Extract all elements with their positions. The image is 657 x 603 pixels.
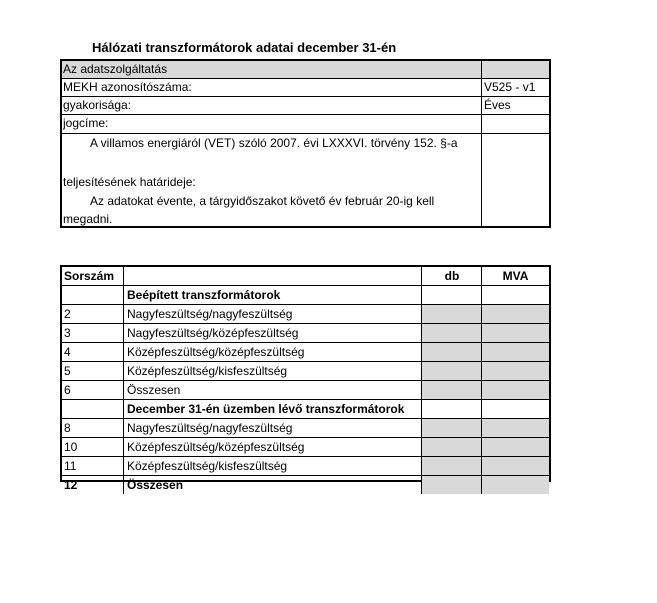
row-number (62, 286, 123, 304)
transformer-table (60, 265, 551, 492)
info-right-divider (481, 61, 482, 226)
header-db: db (421, 267, 482, 285)
row-number: 3 (64, 326, 71, 340)
mva-cell[interactable] (481, 457, 549, 475)
mekh-value: V525 - v1 (484, 80, 536, 94)
info-header-row (62, 61, 549, 78)
db-cell[interactable] (421, 305, 482, 323)
table-row (62, 305, 549, 324)
row-label: Középfeszültség/kisfeszültség (123, 362, 421, 380)
table-header-row (62, 267, 549, 286)
row-number: 5 (64, 364, 71, 378)
db-cell[interactable] (421, 438, 482, 456)
deadline-text-2: megadni. (63, 212, 113, 226)
mekh-label: MEKH azonosítószáma: (63, 80, 192, 94)
section-row (62, 400, 549, 419)
db-cell (421, 400, 482, 418)
header-sorszam: Sorszám (64, 269, 115, 283)
row-label: Nagyfeszültség/nagyfeszültség (123, 419, 421, 437)
row-label: Összesen (123, 476, 421, 494)
info-header: Az adatszolgáltatás (63, 62, 168, 76)
row-label: Középfeszültség/középfeszültség (123, 343, 421, 361)
mva-cell[interactable] (481, 343, 549, 361)
row-number: 11 (64, 459, 77, 473)
row-number: 2 (64, 307, 71, 321)
row-label: Középfeszültség/középfeszültség (123, 438, 421, 456)
frequency-label: gyakorisága: (63, 98, 132, 112)
row-label: Nagyfeszültség/középfeszültség (123, 324, 421, 342)
db-cell[interactable] (421, 362, 482, 380)
mva-cell (481, 286, 549, 304)
table-row (62, 419, 549, 438)
mva-cell (481, 400, 549, 418)
mva-cell[interactable] (481, 381, 549, 399)
table-row (62, 362, 549, 381)
mva-cell[interactable] (481, 324, 549, 342)
info-header-right (481, 61, 549, 78)
row-number: 10 (64, 440, 78, 454)
table-row (62, 343, 549, 362)
row-number (62, 400, 123, 418)
table-row (62, 476, 549, 494)
deadline-text-1: Az adatokat évente, a tárgyidőszakot követő év február 20-ig kell (90, 194, 435, 208)
db-cell (421, 286, 482, 304)
legal-text: A villamos energiáról (VET) szóló 2007. évi LXXXVI. törvény 152. §-a (90, 136, 458, 150)
mva-cell[interactable] (481, 419, 549, 437)
header-description (123, 267, 421, 285)
db-cell[interactable] (421, 419, 482, 437)
header-mva: MVA (481, 267, 549, 285)
row-label: December 31-én üzemben lévő transzformátorok (123, 400, 421, 418)
mva-cell[interactable] (481, 305, 549, 323)
mva-cell[interactable] (481, 362, 549, 380)
db-cell[interactable] (421, 324, 482, 342)
table-row (62, 438, 549, 457)
section-row (62, 286, 549, 305)
row-label: Beépített transzformátorok (123, 286, 421, 304)
info-table (60, 59, 551, 228)
deadline-label: teljesítésének határideje: (63, 175, 196, 189)
db-cell[interactable] (421, 381, 482, 399)
row-number: 4 (64, 345, 71, 359)
row-number: 6 (64, 383, 71, 397)
db-cell[interactable] (421, 476, 482, 494)
mva-cell[interactable] (481, 438, 549, 456)
mva-cell[interactable] (481, 476, 549, 494)
row-number: 12 (64, 478, 78, 492)
legal-label: jogcíme: (63, 116, 109, 130)
frequency-value: Éves (484, 98, 511, 112)
table-row (62, 381, 549, 400)
table-row (62, 324, 549, 343)
row-label: Középfeszültség/kisfeszültség (123, 457, 421, 475)
row-number: 8 (64, 421, 71, 435)
db-cell[interactable] (421, 457, 482, 475)
row-label: Összesen (123, 381, 421, 399)
row-label: Nagyfeszültség/nagyfeszültség (123, 305, 421, 323)
page-title: Hálózati transzformátorok adatai december 31-én (92, 40, 397, 55)
table-row (62, 457, 549, 476)
db-cell[interactable] (421, 343, 482, 361)
